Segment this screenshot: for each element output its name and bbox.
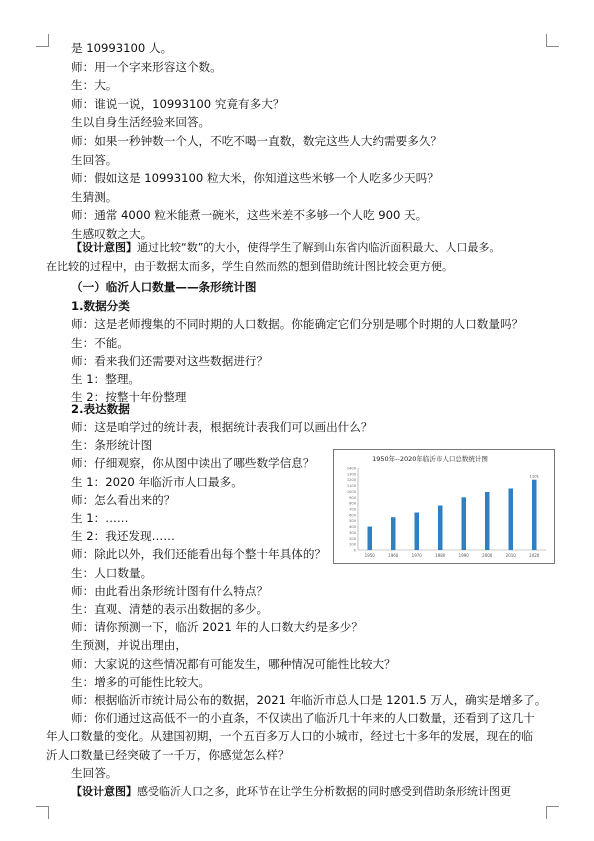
design-intent-tag: 【设计意图】 xyxy=(71,241,137,254)
x-tick-label: 2000 xyxy=(482,553,493,558)
design-intent-tag: 【设计意图】 xyxy=(71,785,137,798)
paragraph-line: 师：这是咱学过的统计表，根据统计表我们可以画出什么？ xyxy=(71,420,373,434)
x-tick-label: 2010 xyxy=(505,553,516,558)
paragraph-line: 生：大。 xyxy=(71,78,118,93)
paragraph-line: 生：不能。 xyxy=(71,336,129,350)
paragraph-line: 师：看来我们还需要对这些数据进行？ xyxy=(71,354,269,368)
subsection-title: 2.表达数据 xyxy=(71,402,130,416)
paragraph-line: 生：直观、清楚的表示出数据的多少。 xyxy=(71,602,269,616)
bar-1990 xyxy=(462,497,467,550)
design-intent-continued: 在比较的过程中，由于数据太而多，学生自然而然的想到借助统计图比较会更方便。 xyxy=(46,260,453,273)
bar-2000 xyxy=(485,492,490,550)
y-tick-label: 1000 xyxy=(346,489,356,494)
paragraph-line: 师：大家说的这些情况都有可能发生，哪种情况可能性比较大？ xyxy=(71,656,396,671)
paragraph-line: 师：除此以外，我们还能看出每个整十年具体的？ xyxy=(71,547,327,562)
bar-2010 xyxy=(509,489,514,551)
paragraph-line: 生：条形统计图 xyxy=(71,438,153,453)
y-tick-label: 800 xyxy=(349,501,356,506)
y-tick-label: 0 xyxy=(353,548,356,553)
paragraph-line: 师：通常 4000 粒米能煮一碗米，这些米差不多够一个人吃 900 天。 xyxy=(71,208,428,223)
paragraph-line: 师：假如这是 10993100 粒大米，你知道这些米够一个人吃多少天吗？ xyxy=(71,171,439,186)
chart-title: 1950年--2020年临沂市人口总数统计图 xyxy=(372,455,488,463)
bar-value-label: 1101 xyxy=(529,473,540,479)
x-tick-label: 1970 xyxy=(411,553,422,558)
x-tick-label: 1980 xyxy=(435,553,446,558)
bar-2020 xyxy=(532,480,537,550)
bar-chart xyxy=(334,450,554,563)
paragraph-line: 师：由此看出条形统计图有什么特点？ xyxy=(71,583,269,598)
bar-1980 xyxy=(438,505,443,550)
paragraph-line: 沂人口数量已经突破了一千万，你感觉怎么样？ xyxy=(46,747,290,762)
paragraph-line: 是 10993100 人。 xyxy=(71,41,173,55)
crop-mark-bottom-right xyxy=(546,806,559,819)
x-tick-label: 2020 xyxy=(529,553,540,558)
y-tick-label: 1100 xyxy=(346,484,356,489)
paragraph-line: 生 2：按整十年份整理 xyxy=(71,390,187,404)
paragraph-line: 师：根据临沂市统计局公布的数据，2021 年临沂市总人口是 1201.5 万人，确实是增多了。 xyxy=(71,693,547,707)
paragraph-line: 生：增多的可能性比较大。 xyxy=(71,674,211,689)
subsection-title: 1.数据分类 xyxy=(71,299,130,313)
paragraph-line: 师：仔细观察，你从图中读出了哪些数学信息？ xyxy=(71,456,315,471)
y-tick-label: 1300 xyxy=(346,472,356,477)
design-intent-text: 通过比较“数”的大小，使得学生了解到山东省内临沂面积最大、人口最多。 xyxy=(137,241,501,254)
y-tick-label: 500 xyxy=(349,519,356,524)
y-tick-label: 100 xyxy=(349,542,356,547)
bar-chart-figure xyxy=(333,449,555,564)
x-tick-label: 1990 xyxy=(458,553,469,558)
paragraph-line: 师：怎么看出来的？ xyxy=(71,492,176,507)
bar-1950 xyxy=(368,527,373,550)
paragraph-line: 生预测，并说出理由， xyxy=(71,638,187,653)
section-title: （一）临沂人口数量——条形统计图 xyxy=(71,280,257,294)
paragraph-line: 师：请你预测一下，临沂 2021 年的人口数大约是多少？ xyxy=(71,620,363,635)
paragraph-line: 师：如果一秒钟数一个人，不吃不喝一直数，数完这些人大约需要多久？ xyxy=(71,134,443,148)
y-tick-label: 900 xyxy=(349,495,356,500)
paragraph-line: 师：谁说一说，10993100 究竟有多大？ xyxy=(71,96,285,111)
paragraph-line: 师：这是老师搜集的不同时期的人口数据。你能确定它们分别是哪个时期的人口数量吗？ xyxy=(71,317,524,331)
crop-mark-top-right xyxy=(546,34,559,47)
paragraph-line: 生回答。 xyxy=(71,765,118,780)
paragraph-line: 生 2：我还发现…… xyxy=(71,529,175,544)
y-tick-label: 400 xyxy=(349,525,356,530)
y-tick-label: 1200 xyxy=(346,478,356,483)
crop-mark-bottom-left xyxy=(36,806,49,819)
bar-1960 xyxy=(391,517,396,550)
paragraph-line: 师：用一个字来形容这个数。 xyxy=(71,59,222,74)
x-tick-label: 1950 xyxy=(364,553,375,558)
y-tick-label: 700 xyxy=(349,507,356,512)
paragraph-line: 师：你们通过这高低不一的小直条，不仅读出了临沂几十年来的人口数量，还看到了这几十 xyxy=(71,711,535,726)
paragraph-line: 生 1：整理。 xyxy=(71,372,141,386)
design-intent-text: 感受临沂人口之多，此环节在让学生分析数据的同时感受到借助条形统计图更 xyxy=(137,785,511,798)
paragraph-line: 生以自身生活经验来回答。 xyxy=(71,115,211,130)
design-intent xyxy=(71,238,500,258)
paragraph-line: 生回答。 xyxy=(71,152,118,167)
paragraph-line: 生 1：2020 年临沂市人口最多。 xyxy=(71,474,243,489)
paragraph-line: 年人口数量的变化。从建国初期，一个五百多万人口的小城市，经过七十多年的发展，现在的临 xyxy=(46,729,533,744)
paragraph-line: 生 1：…… xyxy=(71,511,129,525)
y-tick-label: 600 xyxy=(349,513,356,518)
x-tick-label: 1960 xyxy=(388,553,399,558)
y-tick-label: 300 xyxy=(349,530,356,535)
y-tick-label: 200 xyxy=(349,536,356,541)
design-intent xyxy=(71,782,511,802)
crop-mark-top-left xyxy=(36,34,49,47)
paragraph-line: 生：人口数量。 xyxy=(71,565,153,580)
bar-1970 xyxy=(415,513,420,550)
y-tick-label: 1400 xyxy=(346,466,356,471)
paragraph-line: 生感叹数之大。 xyxy=(71,227,153,241)
paragraph-line: 生猜测。 xyxy=(71,189,118,204)
